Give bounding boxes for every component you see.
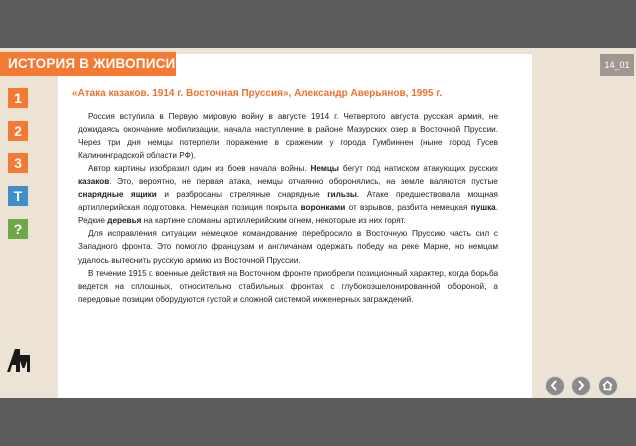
paragraph-text: . Редкие [78, 203, 499, 226]
article-heading: «Атака казаков. 1914 г. Восточная Пруссия», Александр Аверьянов, 1995 г. [72, 88, 443, 99]
chevron-left-icon [546, 377, 563, 394]
chevron-right-icon [572, 377, 589, 394]
paragraph-text: на картине сломаны артиллерийским огнем, некоторые из них горят. [141, 216, 406, 226]
logo-text: AM [14, 373, 16, 374]
paragraph-text: . Это, вероятно, не первая атака, немцы отчаянно оборонялись, на земле валяются пустые [109, 177, 498, 187]
home-icon [599, 377, 616, 394]
paragraph-text: Автор картины изобразил один из боев начала войны. [88, 164, 311, 174]
highlight-term: воронками [300, 203, 346, 213]
prev-button[interactable] [545, 376, 565, 396]
article-paragraph [78, 227, 498, 266]
paragraph-text: бегут под натиском атакующих русских [338, 164, 498, 174]
article-paragraph [78, 110, 498, 162]
highlight-term: снарядные ящики [78, 190, 157, 200]
logo [6, 346, 30, 374]
next-button[interactable] [571, 376, 591, 396]
highlight-term: деревья [107, 216, 142, 226]
home-button[interactable] [598, 376, 618, 396]
paragraph-text: Россия вступила в Первую мировую войну в августе 1914 г. Четвертого августа русская армия, не дожидаясь окончание мобилизации, начала наступление в районе Мазурских озер в Восточной Пруссии. Через три дня немцы потерпели поражение в сражении у города Гумбиннен (ныне город Гусев Калининградской области РФ). [78, 112, 498, 161]
highlight-term: гильзы [327, 190, 357, 200]
article-paragraph [78, 162, 498, 227]
sidebar-button-2[interactable]: 2 [8, 121, 28, 141]
section-title: ИСТОРИЯ В ЖИВОПИСИ [8, 56, 176, 71]
highlight-term: пушка [470, 203, 496, 213]
paragraph-text: В течение 1915 г. военные действия на Восточном фронте приобрели позиционный характер, когда борьба ведется на сплошных, относительно стабильных фронтах с глубокоэшелонированной обороной, а передовые позиции оборудуются густой и сложной системой инженерных заграждений. [78, 268, 498, 304]
highlight-term: казаков [78, 177, 110, 187]
section-header [0, 52, 176, 76]
article-paragraph [78, 267, 498, 306]
sidebar-button-text[interactable]: T [8, 186, 28, 206]
sidebar-button-quiz[interactable]: ? [8, 219, 28, 239]
paragraph-text: и разбросаны стреляные снарядные [156, 190, 328, 200]
paragraph-text: Для исправления ситуации немецкое командование перебросило в Восточную Пруссию часть сил с Западного фронта. Это помогло французам и англичанам одержать победу на реке Марне, но немцам удалось вытеснить русскую армию из Восточной Пруссии. [78, 229, 498, 265]
sidebar-button-3[interactable]: 3 [8, 153, 28, 173]
paragraph-text: . Атаке предшествовала мощная артиллерийская подготовка. Немецкая позиция покрыта [78, 190, 498, 213]
page-code-badge: 14_01 [600, 54, 634, 76]
article-body [78, 110, 498, 306]
sidebar-button-1[interactable]: 1 [8, 88, 28, 108]
highlight-term: Немцы [310, 164, 339, 174]
paragraph-text: от взрывов, разбита немецкая [345, 203, 471, 213]
